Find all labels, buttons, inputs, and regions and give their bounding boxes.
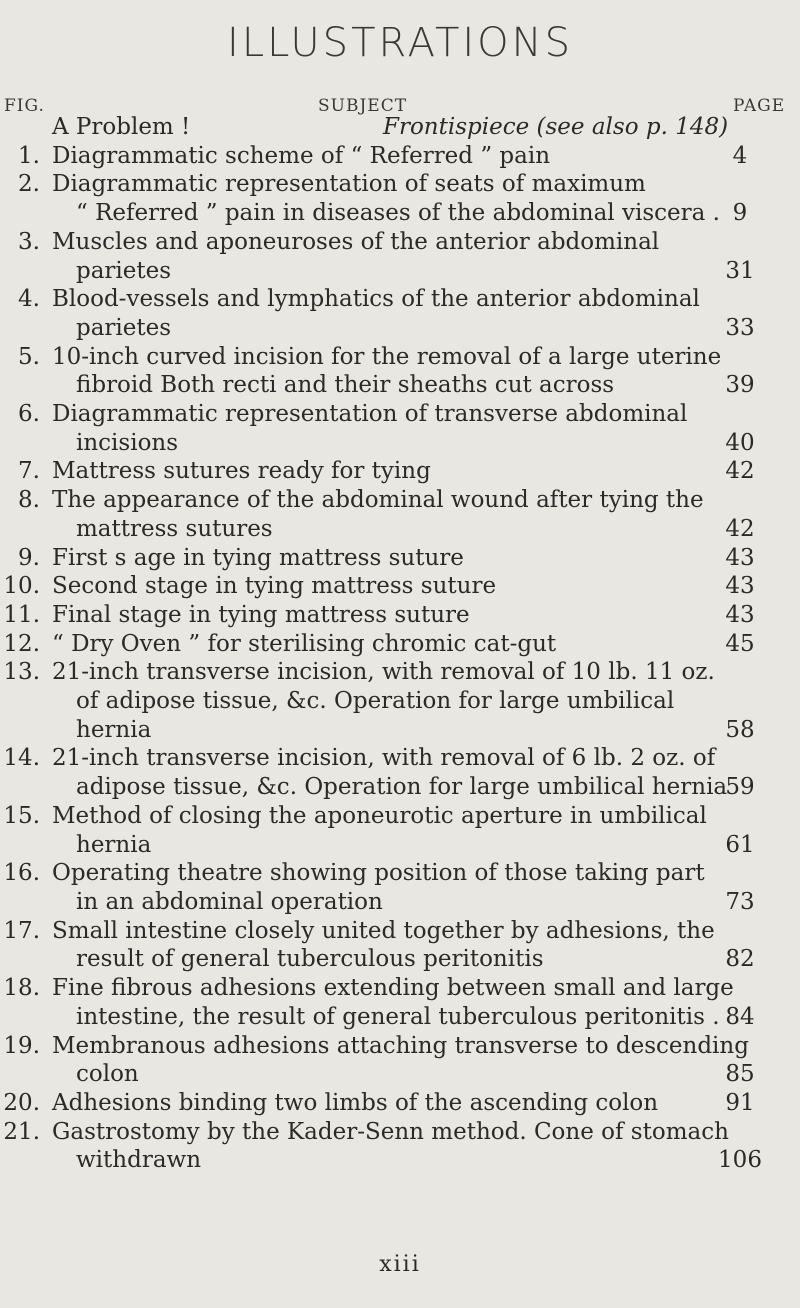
page-number: 106	[718, 1147, 762, 1174]
subject-text: Second stage in tying mattress suture	[52, 573, 497, 600]
fig-number: 6.	[18, 401, 40, 428]
list-item	[0, 802, 800, 859]
subject-text: withdrawn	[76, 1147, 202, 1174]
subject-text: Final stage in tying mattress suture	[52, 601, 470, 628]
page-number: 85	[725, 1061, 755, 1088]
page-number: 42	[725, 515, 755, 542]
subject-text: 10-inch curved incision for the removal of a large uterine	[52, 343, 722, 370]
page-number: 45	[725, 630, 755, 657]
subject-text: Adhesions binding two limbs of the ascending colon	[52, 1089, 659, 1116]
list-item	[0, 343, 800, 400]
list-item	[0, 228, 800, 285]
page-number: 91	[725, 1089, 755, 1116]
list-item	[0, 170, 800, 227]
subject-text: Small intestine closely united together by adhesions, the	[52, 917, 715, 944]
subject-text: adipose tissue, &c. Operation for large umbilical hernia	[76, 774, 728, 801]
subject-text: hernia	[76, 716, 152, 743]
page-folio: xiii	[379, 1252, 421, 1277]
fig-number: 8.	[18, 487, 40, 514]
fig-number: 17.	[3, 917, 40, 944]
subject-text: Fine fibrous adhesions extending between small and large	[52, 975, 734, 1002]
fig-column-header: FIG.	[4, 96, 45, 116]
list-item	[0, 457, 800, 486]
fig-number: 14.	[3, 745, 40, 772]
page-number: 58	[725, 716, 755, 743]
list-item	[0, 1032, 800, 1089]
subject-text: Membranous adhesions attaching transverse to descending	[52, 1032, 749, 1059]
fig-number: 18.	[3, 975, 40, 1002]
page-number: 33	[725, 314, 755, 341]
subject-text: Method of closing the aponeurotic aperture in umbilical	[52, 802, 707, 829]
page-number: 82	[725, 946, 755, 973]
fig-number: 15.	[3, 802, 40, 829]
subject-text: First s age in tying mattress suture	[52, 544, 464, 571]
page-title: ILLUSTRATIONS	[227, 20, 573, 66]
fig-number: 3.	[18, 228, 40, 255]
frontispiece-note: Frontispiece (see also p. 148)	[383, 114, 729, 140]
subject-text: 21-inch transverse incision, with removal of 6 lb. 2 oz. of	[52, 745, 716, 772]
list-item	[0, 658, 800, 744]
subject-text: Blood-vessels and lymphatics of the anterior abdominal	[52, 286, 700, 313]
page-column-header: PAGE	[733, 96, 786, 116]
page-number: 84	[725, 1003, 755, 1030]
list-item	[0, 1118, 800, 1175]
subject-text: 21-inch transverse incision, with removal of 10 lb. 11 oz.	[52, 659, 715, 686]
fig-number: 4.	[18, 286, 40, 313]
fig-number: 5.	[18, 343, 40, 370]
illustrations-list	[0, 113, 800, 1175]
page-number: 39	[725, 372, 755, 399]
page-number: 59	[725, 774, 755, 801]
subject-text: result of general tuberculous peritonitis	[76, 946, 544, 973]
subject-text: Diagrammatic representation of seats of maximum	[52, 171, 646, 198]
fig-number: 21.	[3, 1118, 40, 1145]
list-item	[0, 744, 800, 801]
fig-number: 16.	[3, 860, 40, 887]
list-item	[0, 142, 800, 171]
page-number: 73	[725, 888, 755, 915]
list-item	[0, 572, 800, 601]
subject-text: of adipose tissue, &c. Operation for large umbilical	[76, 688, 675, 715]
subject-text: parietes	[76, 257, 172, 284]
subject-text: parietes	[76, 314, 172, 341]
fig-number: 11.	[3, 601, 40, 628]
frontispiece-entry	[0, 113, 800, 142]
list-item	[0, 486, 800, 543]
list-item	[0, 859, 800, 916]
subject-text: Mattress sutures ready for tying	[52, 458, 431, 485]
page-number: 9	[732, 200, 748, 227]
fig-number: 10.	[3, 573, 40, 600]
list-item	[0, 601, 800, 630]
fig-number: 9.	[18, 544, 40, 571]
subject-text: in an abdominal operation	[76, 888, 383, 915]
subject-text: Gastrostomy by the Kader-Senn method. Cone of stomach	[52, 1118, 729, 1145]
fig-number: 13.	[3, 659, 40, 686]
fig-number: 12.	[3, 630, 40, 657]
list-item	[0, 974, 800, 1031]
subject-text: colon	[76, 1061, 139, 1088]
page-number: 42	[725, 458, 755, 485]
list-item	[0, 544, 800, 573]
subject-text: Diagrammatic representation of transverse abdominal	[52, 401, 688, 428]
page-number: 4	[732, 142, 748, 169]
list-item	[0, 1089, 800, 1118]
subject-text: hernia	[76, 831, 152, 858]
subject-text: “ Dry Oven ” for sterilising chromic cat-gut	[52, 630, 557, 657]
fig-number: 7.	[18, 458, 40, 485]
subject-text: fibroid Both recti and their sheaths cut across	[76, 372, 615, 399]
subject-text: intestine, the result of general tuberculous peritonitis .	[76, 1003, 720, 1030]
subject-text: “ Referred ” pain in diseases of the abdominal viscera .	[76, 200, 720, 227]
fig-number: 19.	[3, 1032, 40, 1059]
page-number: 61	[725, 831, 755, 858]
list-item	[0, 285, 800, 342]
fig-number: 20.	[3, 1089, 40, 1116]
page-number: 40	[725, 429, 755, 456]
fig-number: 1.	[18, 142, 40, 169]
subject-text: Operating theatre showing position of those taking part	[52, 860, 705, 887]
subject-text: The appearance of the abdominal wound after tying the	[52, 487, 704, 514]
subject-column-header: SUBJECT	[318, 96, 408, 116]
page-number: 43	[725, 601, 755, 628]
page-number: 43	[725, 544, 755, 571]
list-item	[0, 400, 800, 457]
frontispiece-label: A Problem !	[52, 114, 191, 140]
page-number: 43	[725, 573, 755, 600]
subject-text: incisions	[76, 429, 179, 456]
subject-text: Diagrammatic scheme of “ Referred ” pain	[52, 142, 551, 169]
list-item	[0, 917, 800, 974]
subject-text: mattress sutures	[76, 515, 273, 542]
subject-text: Muscles and aponeuroses of the anterior abdominal	[52, 228, 660, 255]
fig-number: 2.	[18, 171, 40, 198]
page-number: 31	[725, 257, 755, 284]
list-item	[0, 630, 800, 659]
